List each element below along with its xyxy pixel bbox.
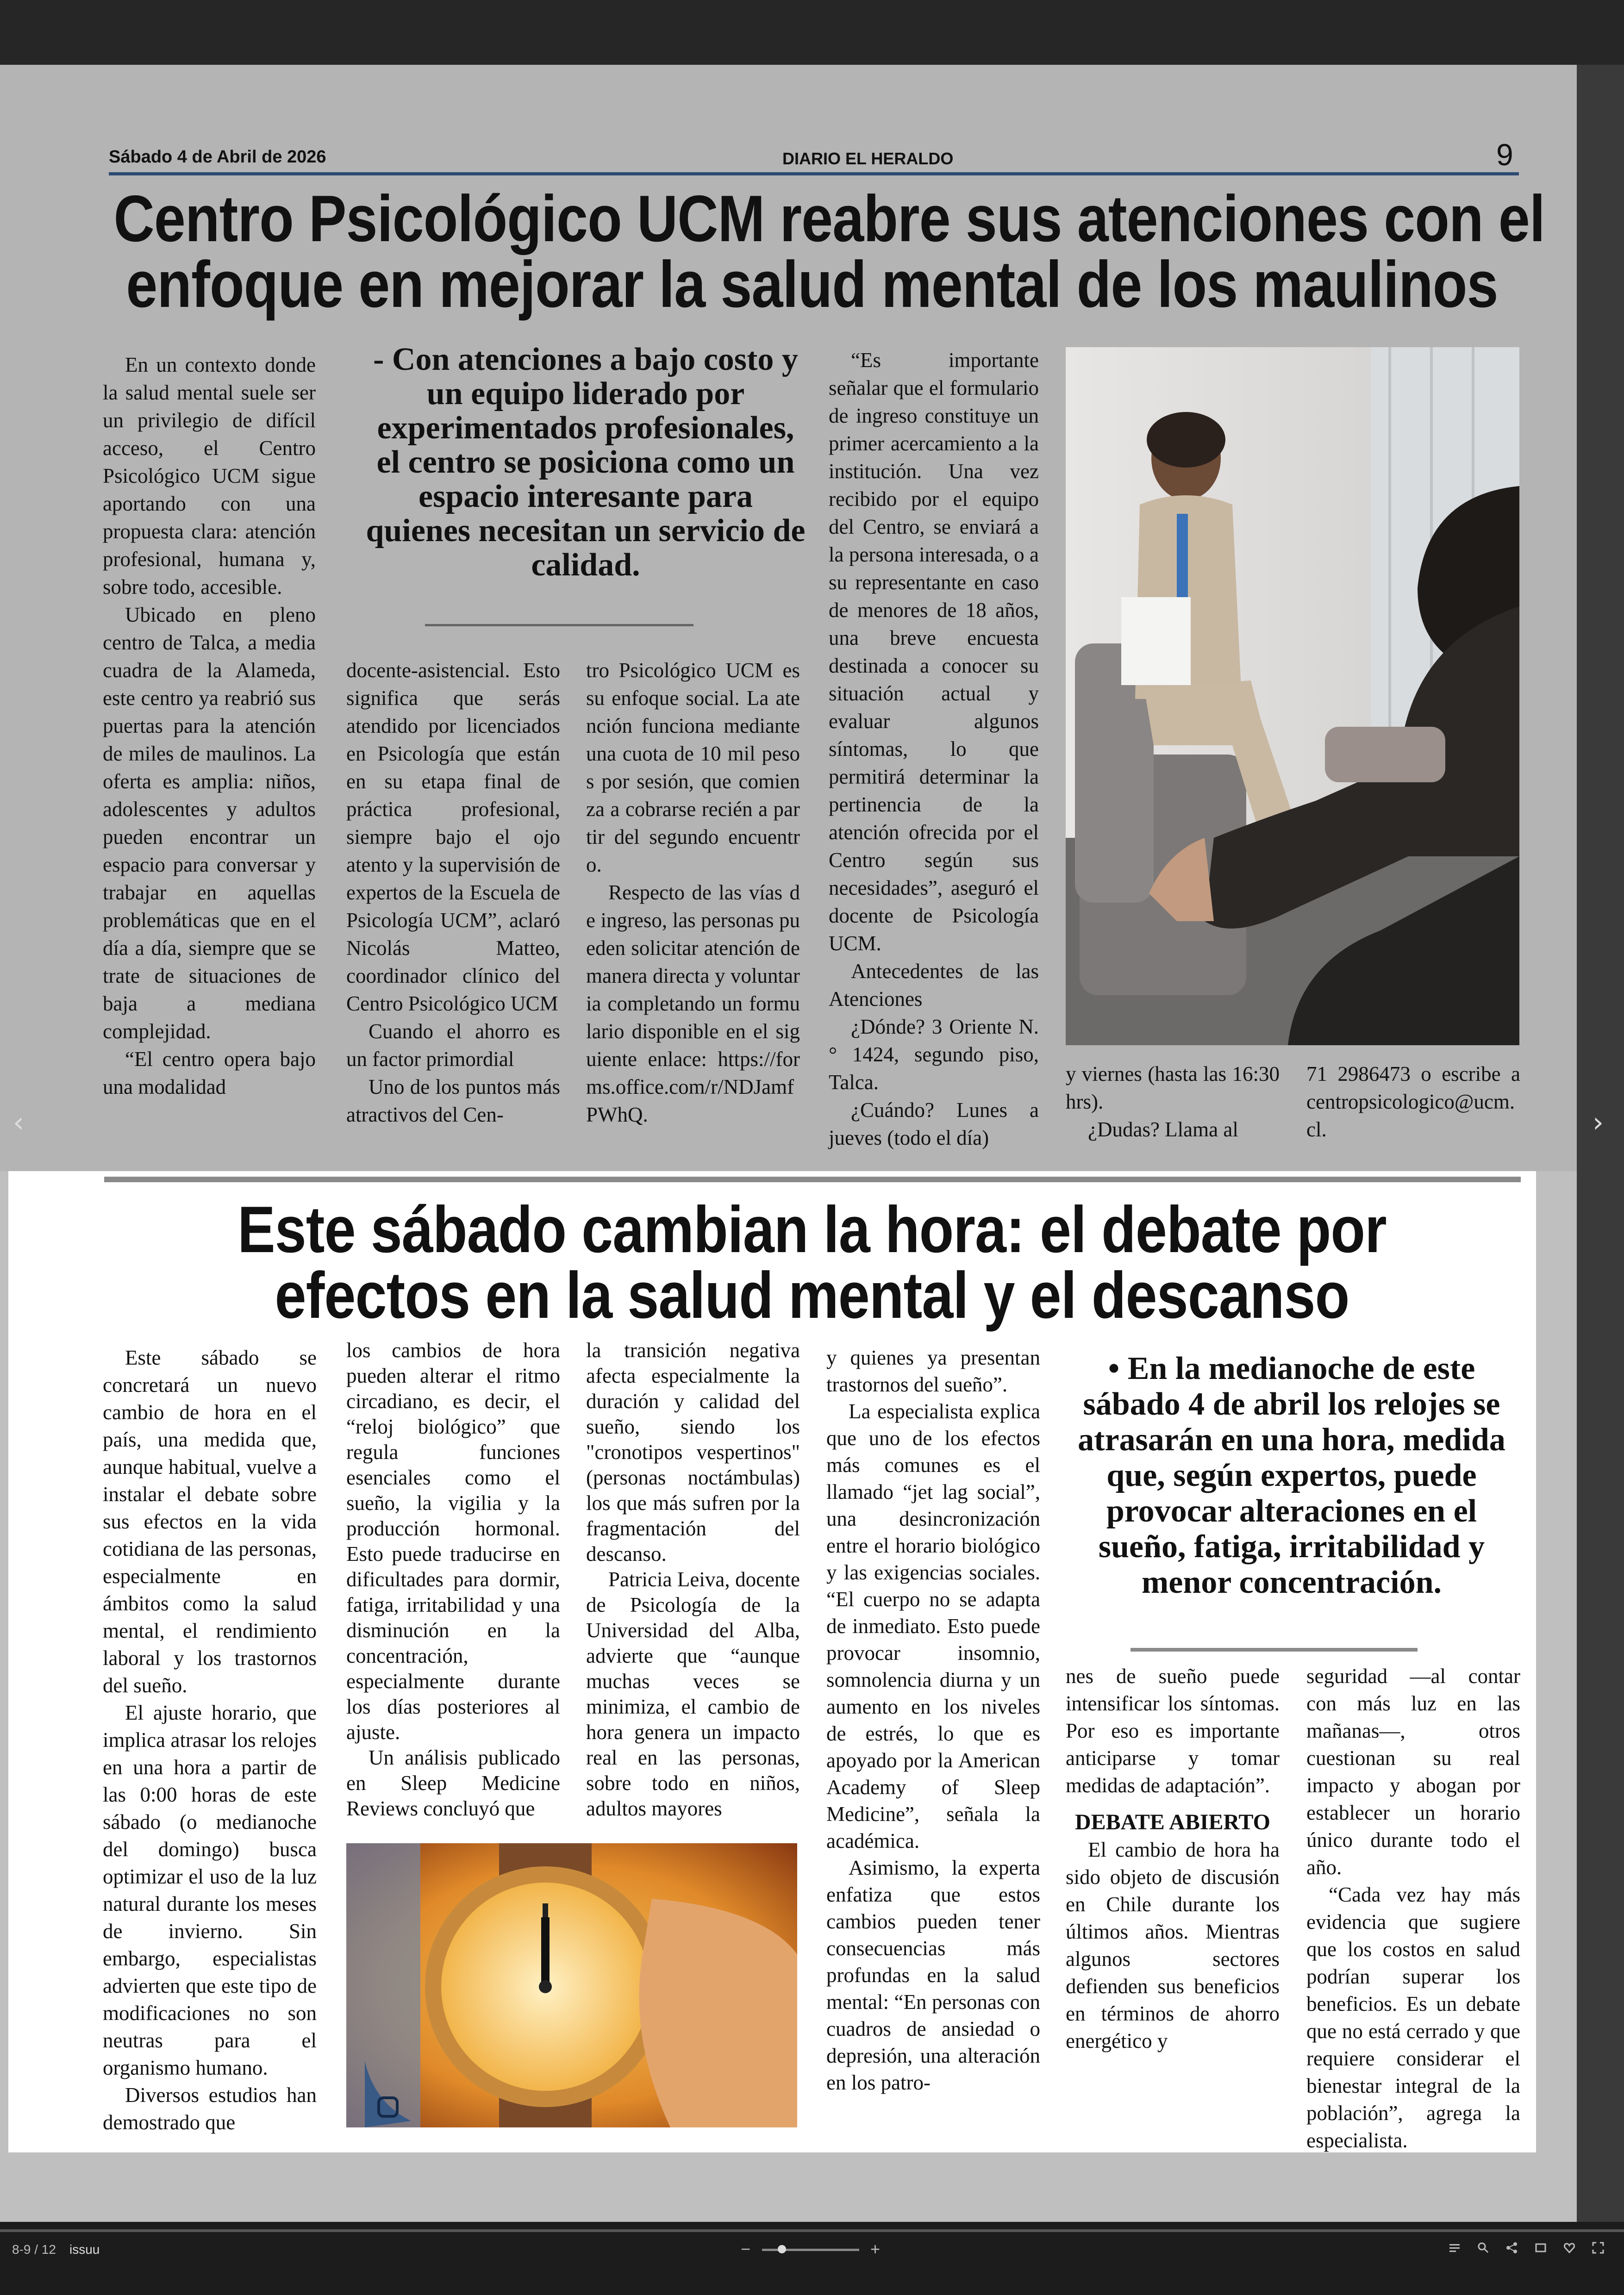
- photo-consultation-scene: [1066, 347, 1519, 1045]
- section-divider: [104, 1177, 1521, 1182]
- paragraph: Antecedentes de las Atenciones: [829, 960, 1039, 1010]
- article1-column-4: [829, 346, 1039, 1152]
- embed-icon[interactable]: [1534, 2241, 1547, 2257]
- header-paper-name: DIARIO EL HERALDO: [782, 149, 954, 168]
- article2-column-1: [103, 1344, 317, 2136]
- zoom-slider-handle[interactable]: [778, 2245, 786, 2253]
- paragraph: y viernes (hasta las 16:30 hrs).: [1066, 1062, 1280, 1113]
- article2-column-2: [346, 1338, 560, 1821]
- zoom-slider[interactable]: [762, 2249, 859, 2251]
- like-heart-icon[interactable]: [1563, 2241, 1576, 2257]
- clock-brand-label: [346, 1843, 347, 1844]
- article2-headline-line2: efectos en la salud mental y el descanso: [275, 1259, 1349, 1332]
- paragraph: La especialista explica que uno de los efectos más comunes es el llamado “jet lag social”, una desincronización entre el horario biológico y las exigencias sociales. “El cuerpo no se adapta de inmediato. Esto puede provocar insomnio, somnolencia diurna y un aumento en los niveles de estrés, lo que es apoyado por la American Academy of Sleep Medicine”, señala la académica.: [826, 1400, 1040, 1852]
- paragraph: nes de sueño puede intensificar los síntomas. Por eso es importante anticiparse y tomar medidas de adaptación”.: [1066, 1665, 1280, 1797]
- paragraph: la transición negativa afecta especialmente la duración y calidad del sueño, siendo los "cronotipos vespertinos" (personas noctámbulas) los que más sufren por la fragmentación del descanso.: [586, 1339, 800, 1565]
- zoom-in-button[interactable]: +: [870, 2239, 881, 2258]
- paragraph: ¿Dónde? 3 Oriente N.° 1424, segundo piso, Talca.: [829, 1015, 1039, 1094]
- article2-headline: [114, 1193, 1511, 1332]
- deck-rule: [1131, 1648, 1418, 1652]
- paragraph: Ubicado en pleno centro de Talca, a media cuadra de la Alameda, este centro ya reabrió sus puertas para la atención de miles de maulinos. La oferta es amplia: niños, adolescentes y adultos pueden encontrar un espacio para conversar y trabajar en aquellas problemáticas que en el día a día, siempre que se trate de situaciones de baja a mediana complejidad.: [103, 603, 316, 1043]
- article1-photo: [1066, 347, 1519, 1045]
- zoom-out-button[interactable]: −: [741, 2239, 751, 2258]
- search-icon[interactable]: [1477, 2241, 1490, 2257]
- paragraph: seguridad —al contar con más luz en las mañanas—, otros cuestionan su real impacto y abogan por establecer un horario único durante todo el año.: [1306, 1665, 1520, 1879]
- paragraph: los cambios de hora pueden alterar el ritmo circadiano, es decir, el “reloj biológico” que regula funciones esenciales como el sueño, la vigilia y la producción hormonal. Esto puede traducirse en dificultades para dormir, fatiga, irritabilidad y una disminución en la concentración, especialmente durante los días posteriores al ajuste.: [346, 1339, 560, 1744]
- page-number: 9: [1496, 137, 1513, 172]
- paragraph: Uno de los puntos más atractivos del Cen-: [346, 1075, 560, 1126]
- paragraph: Diversos estudios han demostrado que: [103, 2083, 317, 2134]
- paragraph: Cuando el ahorro es un factor primordial: [346, 1020, 560, 1071]
- paragraph: Un análisis publicado en Sleep Medicine Reviews concluyó que: [346, 1746, 560, 1820]
- reader-view-icon[interactable]: [1448, 2241, 1461, 2257]
- article2-photo: [346, 1843, 797, 2127]
- article2-column-4: [826, 1344, 1040, 2096]
- paragraph: ¿Dudas? Llama al: [1088, 1118, 1238, 1141]
- deck-rule: [425, 624, 693, 626]
- viewer-right-gutter: [1577, 65, 1624, 2222]
- article2-subhead: DEBATE ABIERTO: [1074, 1810, 1270, 1834]
- paragraph: 71 2986473 o escribe a centropsicologico@ucm.cl.: [1306, 1062, 1520, 1141]
- photo-wristwatch: [346, 1843, 797, 2127]
- page-progress-track[interactable]: [0, 2229, 1624, 2232]
- paragraph: ¿Cuándo? Lunes a jueves (todo el día): [829, 1098, 1039, 1149]
- article2-column-5: [1066, 1663, 1280, 2055]
- paragraph: Asimismo, la experta enfatiza que estos cambios pueden tener consecuencias más profundas en la salud mental: “En personas con cuadros de ansiedad o depresión, una alteración en los patro-: [826, 1856, 1040, 2094]
- paragraph: “Cada vez hay más evidencia que sugiere que los costos en salud podrían superar los beneficios. Es un debate que no está cerrado y que requiere considerar el bienestar integral de la población”, agrega la especialista.: [1306, 1883, 1520, 2152]
- article2-deck: • En la medianoche de este sábado 4 de abril los relojes se atrasarán en una hora, medida que, según expertos, puede provocar alteraciones en el sueño, fatiga, irritabilidad y menor concentración.: [1078, 1351, 1505, 1600]
- article1-headline-line2: enfoque en mejorar la salud mental de los maulinos: [126, 248, 1498, 321]
- article1-headline: [113, 182, 1545, 321]
- article2-headline-line1: Este sábado cambian la hora: el debate por: [237, 1193, 1387, 1266]
- paragraph: “El centro opera bajo una modalidad: [103, 1048, 316, 1098]
- paragraph: En un contexto donde la salud mental suele ser un privilegio de difícil acceso, el Centro Psicológico UCM sigue aportando con una propuesta clara: atención profesional, humana y, sobre todo, accesible.: [103, 353, 316, 599]
- share-icon[interactable]: [1505, 2241, 1518, 2257]
- fullscreen-icon[interactable]: [1592, 2241, 1605, 2257]
- paragraph: y quienes ya presentan trastornos del sueño”.: [826, 1346, 1040, 1396]
- article2-column-3: [586, 1338, 800, 1821]
- issuu-logo[interactable]: issuu: [69, 2242, 100, 2257]
- paragraph: Este sábado se concretará un nuevo cambio de hora en el país, una medida que, aunque habitual, vuelve a instalar el debate sobre sus efectos en la vida cotidiana de las personas, especialmente en ámbitos como la salud mental, el rendimiento laboral y los trastornos del sueño.: [103, 1346, 317, 1697]
- article1-column-6: [1306, 1060, 1520, 1143]
- article1-deck: - Con atenciones a bajo costo y un equipo liderado por experimentados profesionales, el centro se posiciona como un espacio interesante para quienes necesitan un servicio de calidad.: [366, 342, 806, 583]
- paragraph: El cambio de hora ha sido objeto de discusión en Chile durante los últimos años. Mientras algunos sectores defienden sus beneficios en términos de ahorro energético y: [1066, 1838, 1280, 2052]
- article1-column-1: [103, 351, 316, 1101]
- paragraph: “Es importante señalar que el formulario de ingreso constituye un primer acercamiento a la institución. Una vez recibido por el equipo del Centro, se enviará a la persona interesada, o a su representante en caso de menores de 18 años, una breve encuesta destinada a conocer su situación actual y evaluar algunos síntomas, lo que permitirá determinar la pertinencia de la atención ofrecida por el Centro según sus necesidades”, aseguró el docente de Psicología UCM.: [829, 349, 1039, 955]
- header-date: Sábado 4 de Abril de 2026: [109, 147, 326, 167]
- viewer-bottom-bar: [0, 2222, 1624, 2295]
- header-rule: [109, 172, 1519, 175]
- paragraph: Respecto de las vías de ingreso, las personas pueden solicitar atención de manera directa y voluntaria completando un formulario disponible en el siguiente enlace: https://forms.office.com/r/NDJamfPWhQ.: [586, 881, 800, 1126]
- article2-column-6: [1306, 1663, 1520, 2154]
- article1-column-3: [586, 656, 800, 1129]
- paragraph: El ajuste horario, que implica atrasar los relojes en una hora a partir de las 0:00 horas de este sábado (o medianoche del domingo) busca optimizar el uso de la luz natural durante los meses de invierno. Sin embargo, especialistas advierten que este tipo de modificaciones no son neutras para el organismo humano.: [103, 1701, 317, 2079]
- next-page-arrow[interactable]: ›: [1593, 1106, 1604, 1139]
- prev-page-arrow[interactable]: ‹: [13, 1106, 24, 1139]
- paragraph: Patricia Leiva, docente de Psicología de la Universidad del Alba, advierte que “aunque muchas veces se minimiza, el cambio de hora genera un impacto real en las personas, sobre todo en niños, adultos mayores: [586, 1568, 800, 1820]
- paragraph: tro Psicológico UCM es su enfoque social. La atención funciona mediante una cuota de 10 mil pesos por sesión, que comienza a cobrarse recién a partir del segundo encuentro.: [586, 659, 800, 876]
- viewer-top-bar: [0, 0, 1624, 65]
- article1-column-5: [1066, 1060, 1280, 1143]
- article1-column-2: [346, 656, 560, 1129]
- article1-headline-line1: Centro Psicológico UCM reabre sus atenciones con el: [113, 182, 1545, 256]
- paragraph: docente-asistencial. Esto significa que serás atendido por licenciados en Psicología que están en su etapa final de práctica profesional, siempre bajo el ojo atento y la supervisión de expertos de la Escuela de Psicología UCM”, aclaró Nicolás Matteo, coordinador clínico del Centro Psicológico UCM: [346, 659, 560, 1015]
- page-indicator: 8-9 / 12: [12, 2242, 56, 2257]
